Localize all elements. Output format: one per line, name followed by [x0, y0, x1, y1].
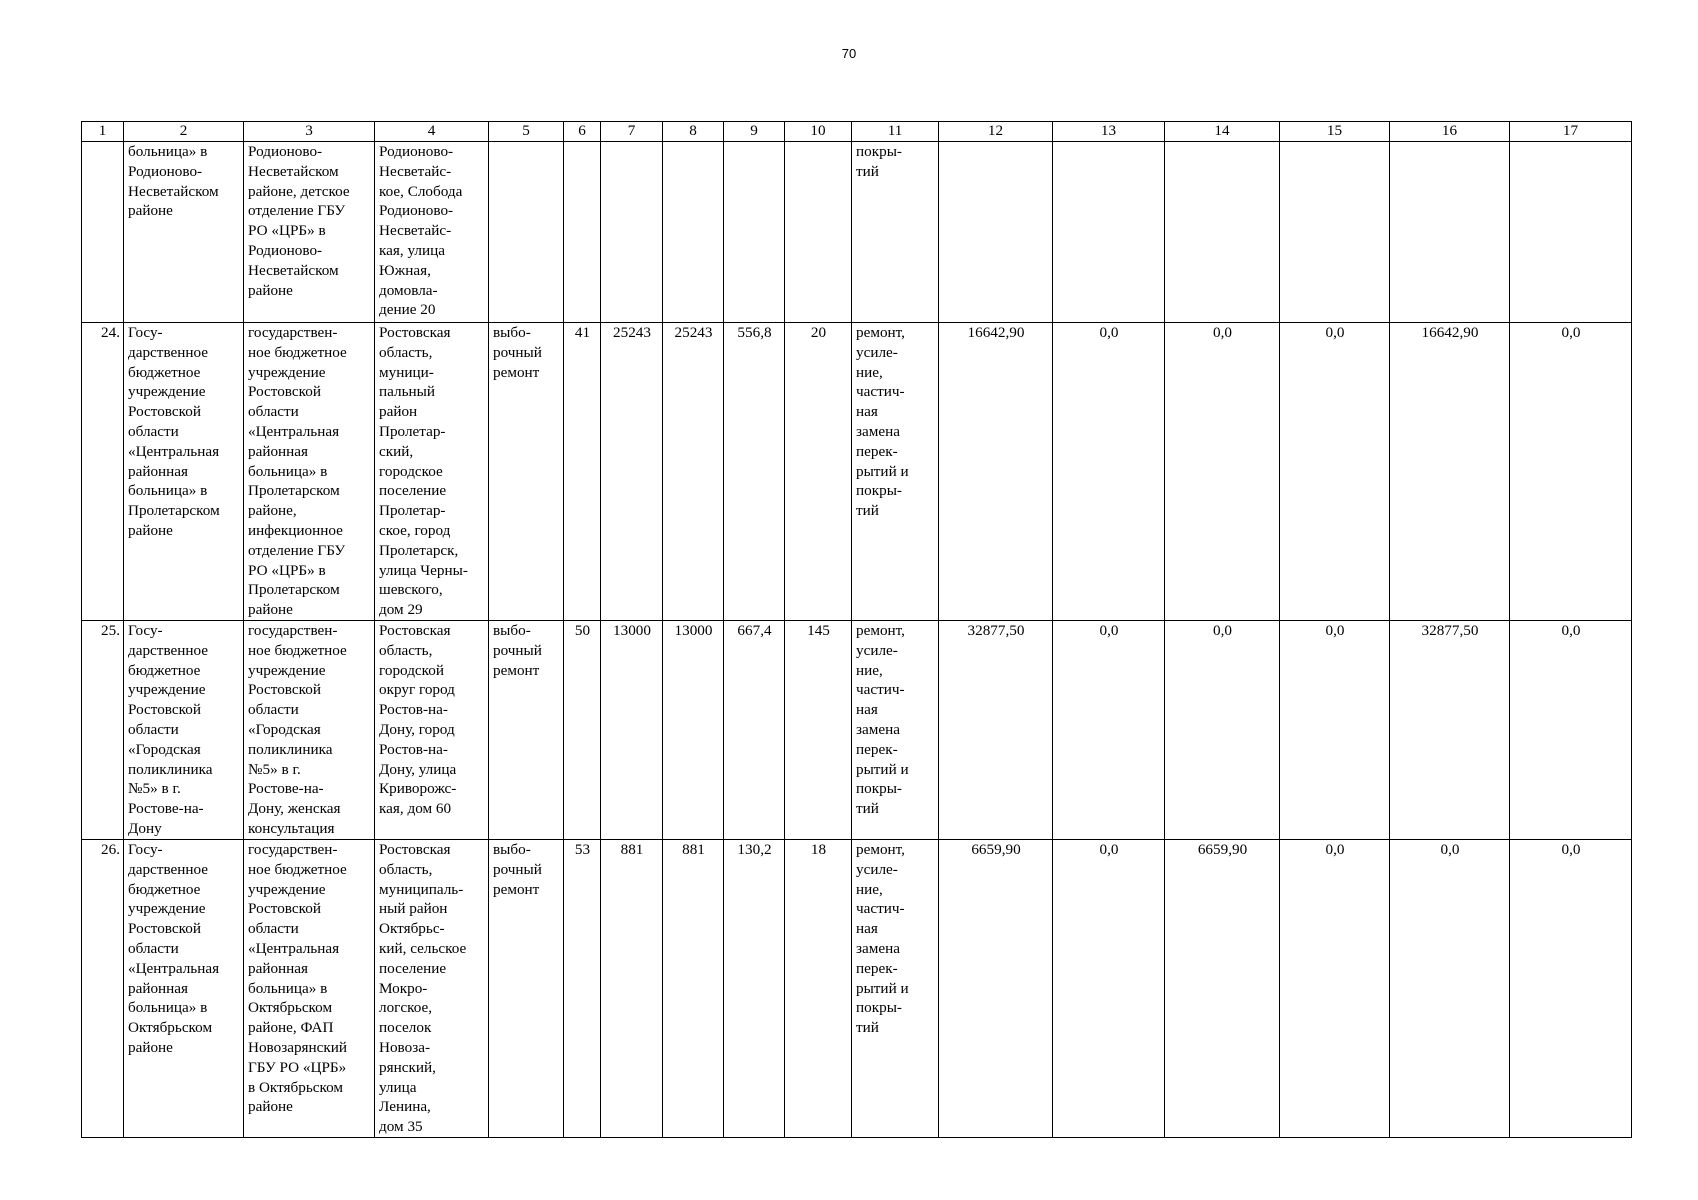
- cell-object-name: государствен- ное бюджетное учреждение Ростовской области «Городская поликлиника №5» в г. Ростове-на- Дону, женская консультация: [244, 621, 375, 840]
- cell-object-name: государствен- ное бюджетное учреждение Ростовской области «Центральная районная больница» в Пролетарском районе, инфекционное отделение ГБУ РО «ЦРБ» в Пролетарском районе: [244, 323, 375, 621]
- cell-col12: 16642,90: [939, 323, 1053, 621]
- table-row: [82, 323, 1632, 621]
- cell-address: Ростовская область, городской округ город Ростов-на- Дону, город Ростов-на- Дону, улица Криворожс- кая, дом 60: [375, 621, 489, 840]
- cell-col8: 25243: [663, 323, 724, 621]
- cell-col8: 13000: [663, 621, 724, 840]
- cell-col15: 0,0: [1280, 840, 1390, 1138]
- table-row: [82, 621, 1632, 840]
- cell-col15: 0,0: [1280, 621, 1390, 840]
- cell-work-type: [489, 142, 564, 323]
- cell-number: 25.: [82, 621, 124, 840]
- cell-col8: 881: [663, 840, 724, 1138]
- cell-col16: 16642,90: [1390, 323, 1510, 621]
- column-header-9: 9: [724, 122, 785, 142]
- column-header-12: 12: [939, 122, 1053, 142]
- cell-col9: 667,4: [724, 621, 785, 840]
- cell-col10: 18: [785, 840, 852, 1138]
- column-header-1: 1: [82, 122, 124, 142]
- table-row: [82, 840, 1632, 1138]
- column-header-10: 10: [785, 122, 852, 142]
- cell-address: Родионово- Несветайс- кое, Слобода Родионово- Несветайс- кая, улица Южная, домовла- дение 20: [375, 142, 489, 323]
- column-header-3: 3: [244, 122, 375, 142]
- column-header-8: 8: [663, 122, 724, 142]
- cell-col13: 0,0: [1053, 621, 1165, 840]
- cell-col13: 0,0: [1053, 323, 1165, 621]
- cell-object-name: государствен- ное бюджетное учреждение Ростовской области «Центральная районная больница» в Октябрьском районе, ФАП Новозарянский ГБУ РО «ЦРБ» в Октябрьском районе: [244, 840, 375, 1138]
- cell-col9: 130,2: [724, 840, 785, 1138]
- cell-col9: [724, 142, 785, 323]
- cell-col17: 0,0: [1510, 621, 1632, 840]
- column-header-2: 2: [124, 122, 244, 142]
- column-header-4: 4: [375, 122, 489, 142]
- data-table: [81, 121, 1632, 1138]
- cell-number: 26.: [82, 840, 124, 1138]
- cell-address: Ростовская область, муници- пальный район Пролетар- ский, городское поселение Пролетар- ское, город Пролетарск, улица Черны- шевского, дом 29: [375, 323, 489, 621]
- cell-col6: 41: [564, 323, 601, 621]
- cell-col7: [601, 142, 663, 323]
- cell-col14: 0,0: [1165, 621, 1280, 840]
- column-header-13: 13: [1053, 122, 1165, 142]
- table-row: [82, 142, 1632, 323]
- cell-col13: [1053, 142, 1165, 323]
- column-header-15: 15: [1280, 122, 1390, 142]
- cell-col10: [785, 142, 852, 323]
- cell-col8: [663, 142, 724, 323]
- column-header-14: 14: [1165, 122, 1280, 142]
- cell-col14: 6659,90: [1165, 840, 1280, 1138]
- cell-work-description: покры- тий: [852, 142, 939, 323]
- cell-col15: 0,0: [1280, 323, 1390, 621]
- cell-institution: Госу- дарственное бюджетное учреждение Ростовской области «Центральная районная больница» в Пролетарском районе: [124, 323, 244, 621]
- cell-col17: 0,0: [1510, 323, 1632, 621]
- page-number: 70: [841, 46, 857, 61]
- cell-number: 24.: [82, 323, 124, 621]
- column-header-7: 7: [601, 122, 663, 142]
- cell-col17: [1510, 142, 1632, 323]
- cell-work-description: ремонт, усиле- ние, частич- ная замена перек- рытий и покры- тий: [852, 323, 939, 621]
- cell-institution: больница» в Родионово- Несветайском районе: [124, 142, 244, 323]
- cell-address: Ростовская область, муниципаль- ный район Октябрьс- кий, сельское поселение Мокро- логское, поселок Новоза- рянский, улица Ленина, дом 35: [375, 840, 489, 1138]
- cell-col13: 0,0: [1053, 840, 1165, 1138]
- cell-col16: 0,0: [1390, 840, 1510, 1138]
- cell-col7: 25243: [601, 323, 663, 621]
- cell-col6: 50: [564, 621, 601, 840]
- cell-col12: 32877,50: [939, 621, 1053, 840]
- column-header-16: 16: [1390, 122, 1510, 142]
- column-header-5: 5: [489, 122, 564, 142]
- cell-work-description: ремонт, усиле- ние, частич- ная замена перек- рытий и покры- тий: [852, 840, 939, 1138]
- cell-col14: 0,0: [1165, 323, 1280, 621]
- cell-col10: 145: [785, 621, 852, 840]
- cell-col6: 53: [564, 840, 601, 1138]
- cell-col14: [1165, 142, 1280, 323]
- cell-work-type: выбо- рочный ремонт: [489, 323, 564, 621]
- cell-col12: 6659,90: [939, 840, 1053, 1138]
- column-header-6: 6: [564, 122, 601, 142]
- cell-work-type: выбо- рочный ремонт: [489, 621, 564, 840]
- cell-col15: [1280, 142, 1390, 323]
- cell-col17: 0,0: [1510, 840, 1632, 1138]
- cell-col16: [1390, 142, 1510, 323]
- cell-col7: 881: [601, 840, 663, 1138]
- column-header-17: 17: [1510, 122, 1632, 142]
- column-header-11: 11: [852, 122, 939, 142]
- cell-col7: 13000: [601, 621, 663, 840]
- cell-col10: 20: [785, 323, 852, 621]
- cell-col6: [564, 142, 601, 323]
- cell-col16: 32877,50: [1390, 621, 1510, 840]
- header-row: [82, 122, 1632, 142]
- cell-institution: Госу- дарственное бюджетное учреждение Ростовской области «Центральная районная больница» в Октябрьском районе: [124, 840, 244, 1138]
- cell-work-type: выбо- рочный ремонт: [489, 840, 564, 1138]
- cell-object-name: Родионово- Несветайском районе, детское отделение ГБУ РО «ЦРБ» в Родионово- Несветайском районе: [244, 142, 375, 323]
- cell-institution: Госу- дарственное бюджетное учреждение Ростовской области «Городская поликлиника №5» в г. Ростове-на- Дону: [124, 621, 244, 840]
- cell-work-description: ремонт, усиле- ние, частич- ная замена перек- рытий и покры- тий: [852, 621, 939, 840]
- cell-col9: 556,8: [724, 323, 785, 621]
- cell-number: [82, 142, 124, 323]
- cell-col12: [939, 142, 1053, 323]
